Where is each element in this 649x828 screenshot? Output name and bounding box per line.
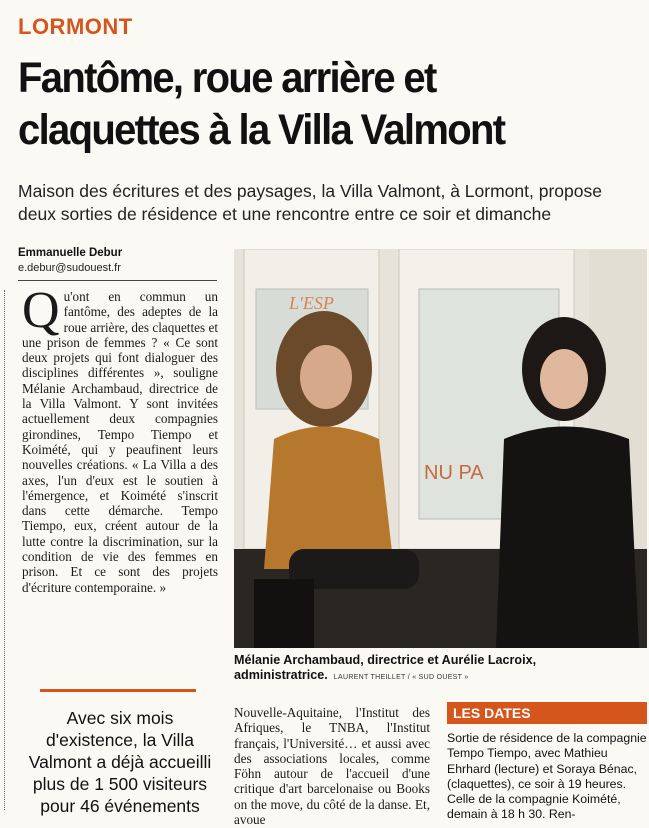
- author-name: Emmanuelle Debur: [18, 247, 123, 259]
- byline-divider: [18, 280, 217, 281]
- caption-text: Mélanie Archambaud, directrice et Aurélie Lacroix, administratrice.: [234, 653, 537, 682]
- window-lettering-bottom: NU PA: [424, 462, 484, 484]
- article-body: [22, 282, 218, 595]
- column-divider: [0, 290, 5, 810]
- photo-credit: LAURENT THEILLET / « SUD OUEST »: [333, 674, 469, 681]
- article-body-column-2: Nouvelle-Aquitaine, l'Institut des Afriques, le TNBA, l'Institut français, l'Université… et aussi avec des associations locales, comme Föhn autour de l'accueil d'une critique d'art barcelonaise ou Books on the move, du côté de la danse. Et, avoue: [234, 705, 430, 828]
- author-email[interactable]: e.debur@sudouest.fr: [18, 262, 121, 274]
- photo-illustration: [234, 249, 647, 648]
- drop-cap: Q: [22, 282, 60, 339]
- pull-quote-rule: [40, 689, 196, 692]
- photo-caption: [234, 653, 647, 685]
- standfirst: Maison des écritures et des paysages, la Villa Valmont, à Lormont, propose deux sorties de résidence et une rencontre entre ce soir et dimanche: [18, 181, 602, 224]
- headline: Fantôme, roue arrière et claquettes à la Villa Valmont: [18, 54, 505, 154]
- article-photo: [234, 249, 647, 648]
- window-lettering-top: L'ESP: [289, 293, 334, 313]
- dates-text: Sortie de résidence de la compagnie Tempo Tiempo, avec Mathieu Ehrhard (lecture) et Soraya Bénac, (claquettes), ce soir à 19 heures. Celle de la compagnie Koimété, demain à 18 h 30. Ren-: [447, 731, 647, 822]
- pull-quote: Avec six mois d'existence, la Villa Valmont a déjà accueilli plus de 1 500 visiteurs pour 46 événements: [28, 708, 212, 816]
- section-label: LORMONT: [18, 14, 133, 39]
- dates-heading: LES DATES: [447, 702, 647, 724]
- article-body-text: u'ont en commun un fantôme, des adeptes de la roue arrière, des claquettes et une prison de femmes ? « Ce sont deux projets qui font dialoguer des disciplines différentes », souligne Mélanie Archambaud, directrice de la Villa Valmont. Y sont invitées actuellement deux compagnies girondines, Tempo Tiempo et Koimété, qui y peaufinent leurs nouvelles créations. « La Villa a des axes, l'un d'eux est le soutien à l'émergence, et Koimété s'inscrit dans cette démarche. Tempo Tiempo, eux, créent autour de la lutte contre la discrimination, sur la condition de vie des femmes en prison. Et ce sont des projets d'écriture contemporaine. »: [22, 289, 218, 595]
